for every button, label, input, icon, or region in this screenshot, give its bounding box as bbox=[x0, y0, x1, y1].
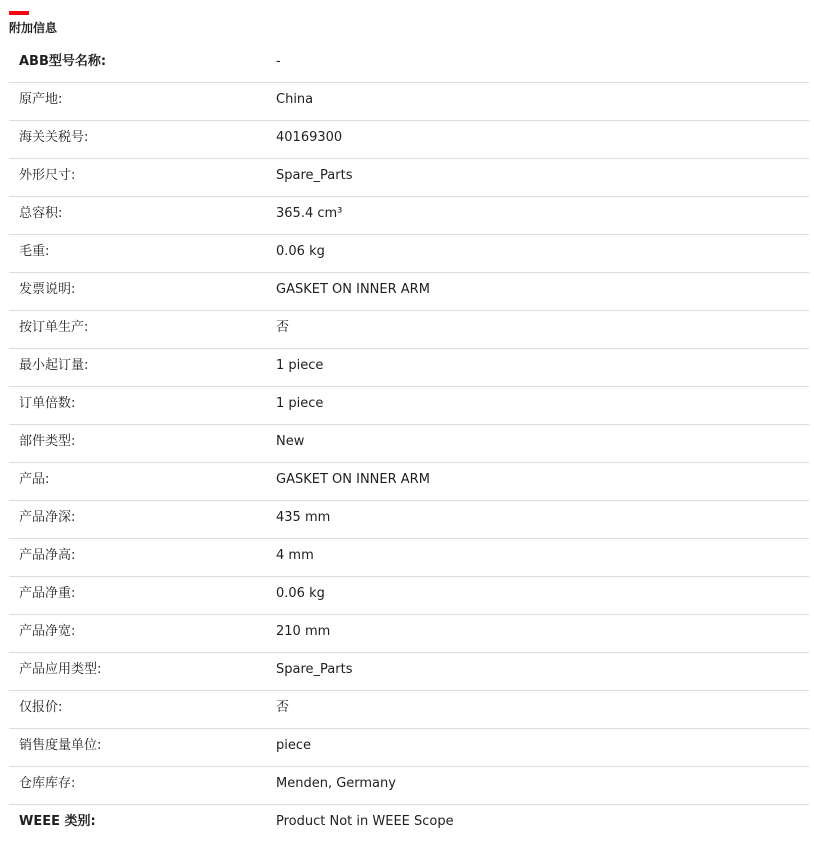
table-row bbox=[9, 159, 809, 197]
table-row bbox=[9, 729, 809, 767]
table-row bbox=[9, 121, 809, 159]
table-row bbox=[9, 615, 809, 653]
attribute-label: 按订单生产: bbox=[19, 320, 89, 335]
attribute-label: 产品净深: bbox=[19, 510, 76, 525]
attribute-label: 部件类型: bbox=[19, 434, 76, 449]
section-title: 附加信息 bbox=[9, 21, 58, 35]
attribute-label: 最小起订量: bbox=[19, 358, 89, 373]
attributes-table bbox=[9, 45, 809, 843]
attribute-value: 1 piece bbox=[276, 358, 324, 373]
table-row bbox=[9, 805, 809, 843]
attribute-label: 毛重: bbox=[19, 244, 50, 259]
table-row bbox=[9, 653, 809, 691]
table-row bbox=[9, 501, 809, 539]
attribute-label: 仓库库存: bbox=[19, 776, 76, 791]
attribute-value: GASKET ON INNER ARM bbox=[276, 282, 430, 297]
attribute-value: 否 bbox=[276, 320, 290, 335]
table-row bbox=[9, 387, 809, 425]
table-row bbox=[9, 349, 809, 387]
table-row bbox=[9, 691, 809, 729]
attribute-label: 产品净高: bbox=[19, 548, 76, 563]
attribute-value: - bbox=[276, 54, 281, 69]
attribute-value: 0.06 kg bbox=[276, 244, 325, 259]
table-row bbox=[9, 83, 809, 121]
table-row bbox=[9, 273, 809, 311]
attribute-label: 销售度量单位: bbox=[19, 738, 102, 753]
attribute-value: New bbox=[276, 434, 305, 449]
attribute-label: 订单倍数: bbox=[19, 396, 76, 411]
attribute-label: 产品应用类型: bbox=[19, 662, 102, 677]
attribute-label: 总容积: bbox=[19, 206, 63, 221]
attribute-value: GASKET ON INNER ARM bbox=[276, 472, 430, 487]
attribute-label: 产品净宽: bbox=[19, 624, 76, 639]
table-row bbox=[9, 425, 809, 463]
table-row bbox=[9, 45, 809, 83]
attribute-label: 外形尺寸: bbox=[19, 168, 76, 183]
attribute-value: China bbox=[276, 92, 314, 107]
attribute-label: 仅报价: bbox=[19, 700, 63, 715]
attribute-value: 否 bbox=[276, 700, 290, 715]
attribute-label: 原产地: bbox=[19, 92, 63, 107]
attribute-value: Menden, Germany bbox=[276, 776, 396, 791]
table-row bbox=[9, 539, 809, 577]
table-row bbox=[9, 463, 809, 501]
attribute-value: Spare_Parts bbox=[276, 168, 353, 183]
table-row bbox=[9, 577, 809, 615]
attribute-label: 产品净重: bbox=[19, 586, 76, 601]
attribute-value: 435 mm bbox=[276, 510, 331, 525]
attribute-label: WEEE 类别: bbox=[19, 814, 96, 829]
attribute-label: ABB型号名称: bbox=[19, 54, 107, 69]
table-row bbox=[9, 197, 809, 235]
table-row bbox=[9, 235, 809, 273]
table-row bbox=[9, 767, 809, 805]
attribute-value: 1 piece bbox=[276, 396, 324, 411]
section-accent-bar bbox=[9, 11, 29, 15]
attribute-value: Spare_Parts bbox=[276, 662, 353, 677]
attribute-label: 发票说明: bbox=[19, 282, 76, 297]
attribute-value: 210 mm bbox=[276, 624, 331, 639]
attribute-label: 海关关税号: bbox=[19, 130, 89, 145]
attribute-value: piece bbox=[276, 738, 312, 753]
attribute-value: 40169300 bbox=[276, 130, 343, 145]
attribute-value: 4 mm bbox=[276, 548, 314, 563]
attribute-value: Product Not in WEEE Scope bbox=[276, 814, 454, 829]
attribute-label: 产品: bbox=[19, 472, 50, 487]
attribute-value: 365.4 cm³ bbox=[276, 206, 343, 221]
table-row bbox=[9, 311, 809, 349]
attribute-value: 0.06 kg bbox=[276, 586, 325, 601]
